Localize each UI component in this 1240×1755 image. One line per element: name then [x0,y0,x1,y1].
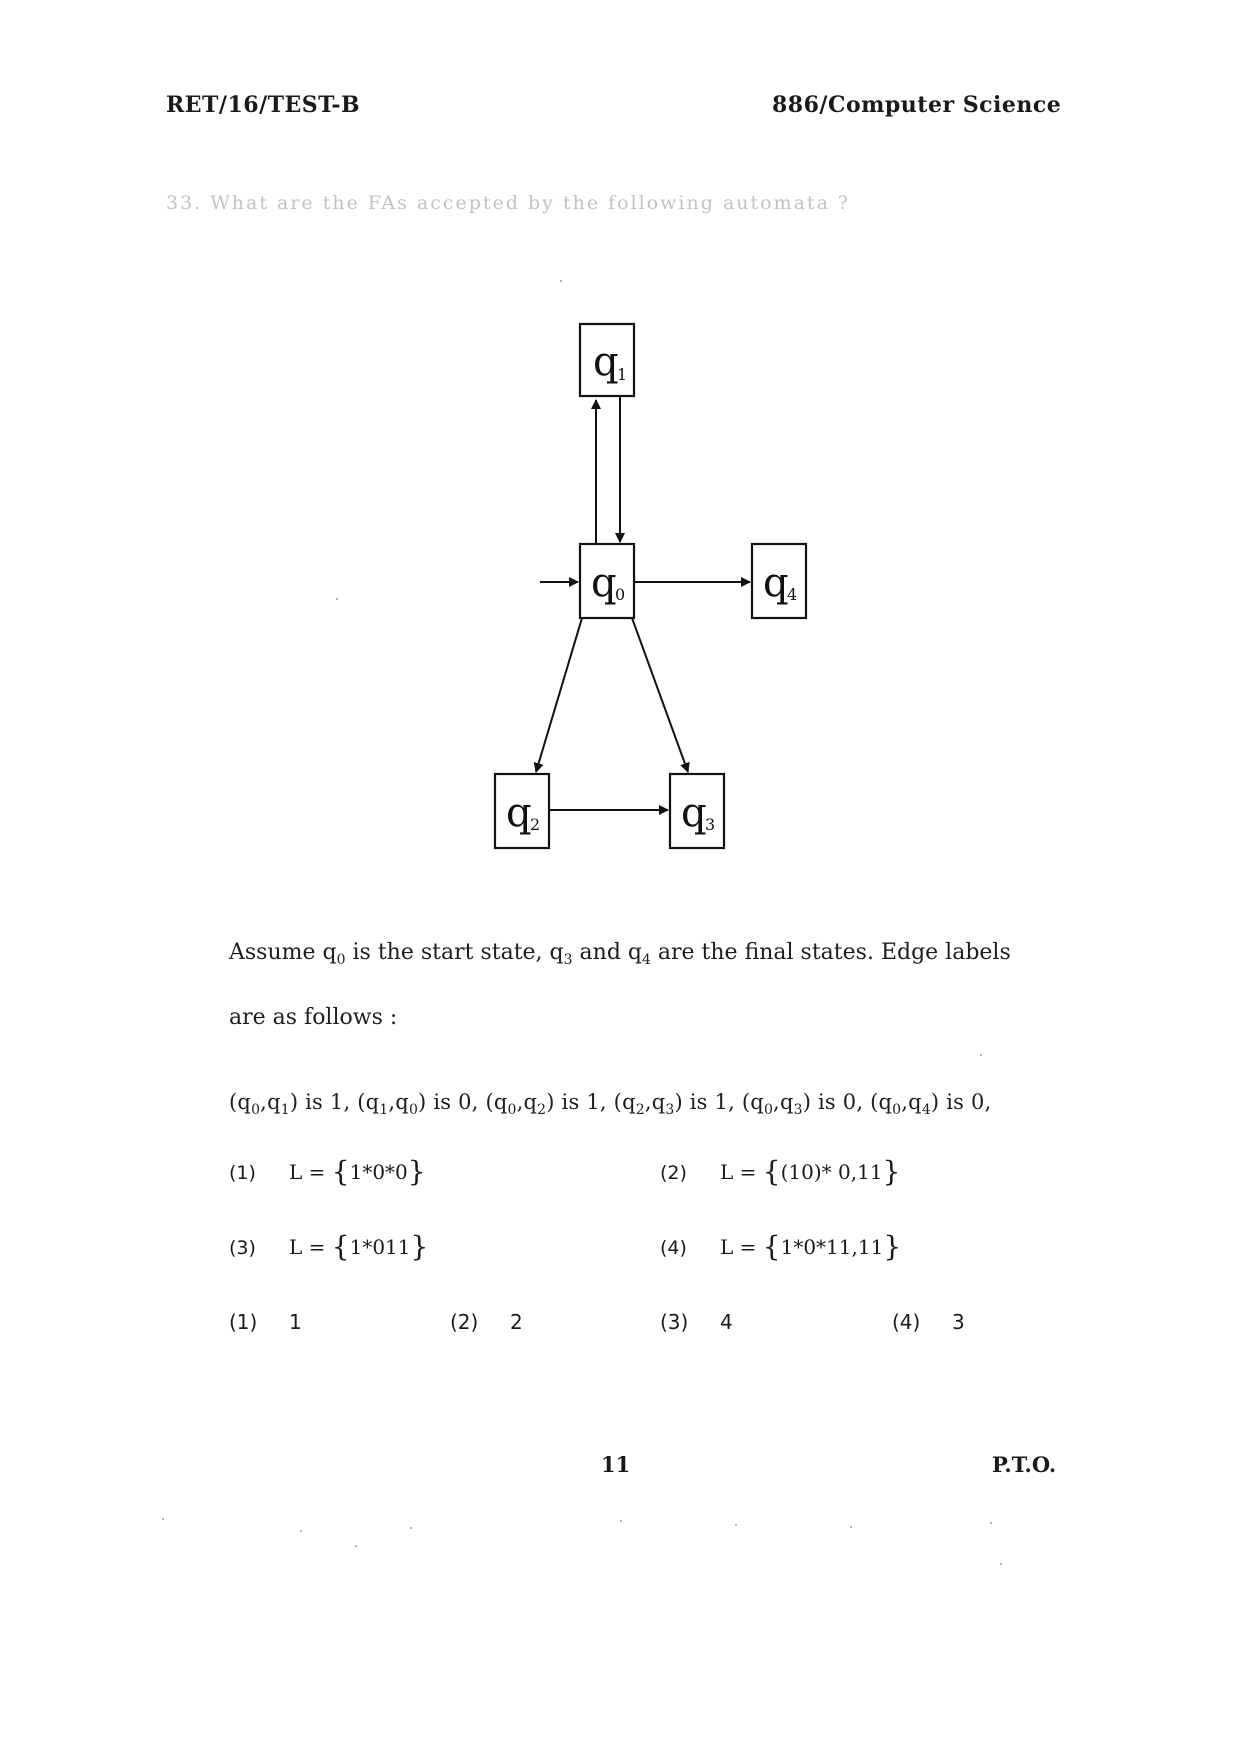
answer-option-3[interactable]: (3) 4 [660,1310,733,1334]
state-q0-sub: 0 [615,585,626,604]
edge-label-5: $(q_0,q_4)$ is 0, [870,1090,992,1118]
assumption-text: Assume $q_0$ is the start state, $q_3$ and $q_4$ are the final states. Edge labels [229,940,1011,968]
header-test-code: RET/16/TEST-B [166,92,361,118]
header-subject: 886/Computer Science [772,92,1062,118]
state-q4-sub: 4 [787,585,798,604]
state-q4 [752,544,806,618]
edge-q0-q3 [632,618,688,772]
edge-label-3: $(q_2,q_3)$ is 1, [613,1090,735,1118]
assumption-text-cont: are as follows : [229,1005,398,1030]
state-q3-sub: 3 [705,815,716,834]
state-q2-label: q [506,790,532,836]
state-q4-label: q [763,560,789,606]
edge-labels-line [229,1090,991,1118]
pto-label: P.T.O. [992,1452,1057,1477]
state-q0 [580,544,634,618]
statement-4: (4) L = {1*0*11,11} [660,1230,902,1263]
state-q2-sub: 2 [530,815,541,834]
statement-2: (2) L = {(10)* 0,11} [660,1155,901,1188]
state-q2 [495,774,549,848]
edge-q0-q2 [536,618,582,772]
question-text-faded: 33. What are the FAs accepted by the following automata ? [166,192,851,214]
page-number: 11 [601,1452,631,1477]
statement-3: (3) L = {1*011} [229,1230,429,1263]
answer-option-4[interactable]: (4) 3 [892,1310,965,1334]
state-q1 [580,324,634,396]
answer-option-2[interactable]: (2) 2 [450,1310,523,1334]
state-q1-sub: 1 [617,365,628,384]
state-q3 [670,774,724,848]
state-q0-label: q [591,560,617,606]
answer-option-1[interactable]: (1) 1 [229,1310,302,1334]
statement-1: (1) L = {1*0*0} [229,1155,426,1188]
automaton-diagram [460,300,840,860]
edge-label-4: $(q_0,q_3)$ is 0, [741,1090,864,1118]
state-q1-label: q [593,339,619,385]
edge-label-2: $(q_0,q_2)$ is 1, [485,1090,607,1118]
state-q3-label: q [681,790,707,836]
edge-label-1: $(q_1,q_0)$ is 0, [357,1090,479,1118]
edge-label-0: $(q_0,q_1)$ is 1, [229,1090,351,1118]
